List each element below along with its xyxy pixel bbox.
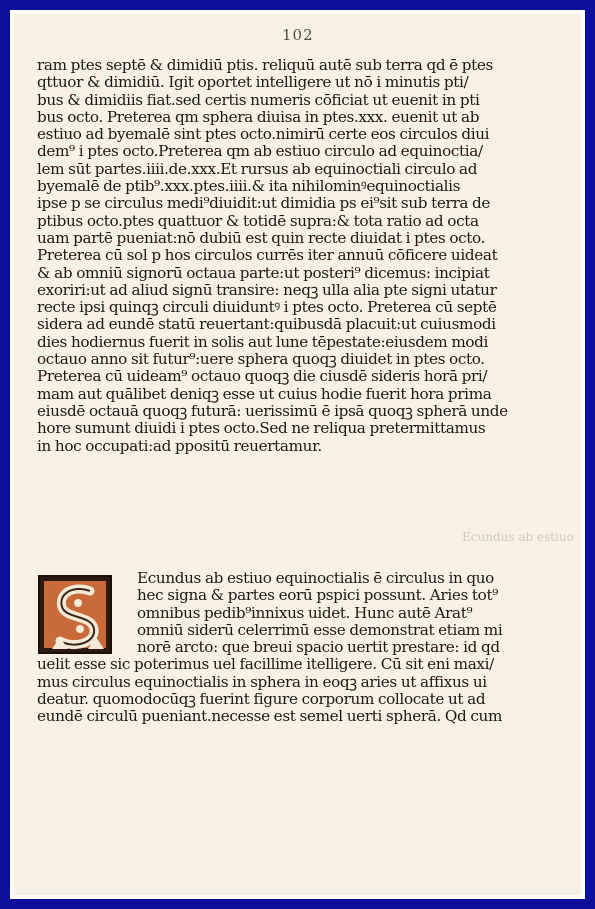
text-line: deatur. quomodocūqꝫ fuerint figure corporum collocate ut ad [37, 691, 486, 709]
text-block-main [37, 57, 537, 455]
text-line: estiuo ad byemalē sint ptes octo.nimirū certe eos circulos diui [37, 126, 490, 144]
text-line: lem sūt partes.iiii.de.xxx.Et rursus ab equinoctiali circulo ad [37, 160, 478, 178]
text-line: Ecundus ab estiuo equinoctialis ē circulus in quo [137, 570, 494, 587]
text-line: omnibus pedib⁹innixus uidet. Hunc autē Arat⁹ [137, 604, 473, 622]
text-line: ipse p se circulus medi⁹diuidit:ut dimidia ps ei⁹sit sub terra de [37, 195, 491, 213]
text-line: recte ipsi quinqꝫ circuli diuiduntꝰ i ptes octo. Preterea cū septē [37, 299, 497, 317]
text-line: & ab omniū signorū octaua parte:ut posteri⁹ dicemus: incipiat [37, 264, 490, 282]
text-line: bus & dimidiis fiat.sed certis numeris cōficiat ut euenit in pti [37, 91, 480, 109]
text-line: Preterea cū uideam⁹ octauo quoqꝫ die ciusdē sideris horā pri/ [37, 368, 488, 386]
text-line: byemalē de ptib⁹.xxx.ptes.iiii.& ita nihilominꝰequinoctialis [37, 178, 461, 196]
page-border [10, 10, 585, 899]
text-line: hore sumunt diuidi i ptes octo.Sed ne reliqua pretermittamus [37, 420, 486, 438]
text-line: eundē circulū pueniant.necesse est semel uerti spherā. Qd cum [37, 708, 503, 726]
folio-number: 102 [282, 26, 314, 44]
text-line: dem⁹ i ptes octo.Preterea qm ab estiuo circulo ad equinoctia/ [37, 143, 483, 161]
text-line: bus octo. Preterea qm sphera diuisa in ptes.xxx. euenit ut ab [37, 108, 480, 126]
text-line: omniū siderū celerrimū esse demonstrat etiam mi [137, 621, 503, 639]
text-line: hec signa & partes eorū pspici possunt. Aries tot⁹ [137, 587, 498, 605]
text-line: uelit esse sic poterimus uel facillime itelligere. Cū sit eni maxi/ [37, 656, 494, 674]
text-line: octauo anno sit futur⁹:uere sphera quoqꝫ diuidet in ptes octo. [37, 351, 485, 369]
text-line: ptibus octo.ptes quattuor & totidē supra:& tota ratio ad octa [37, 212, 479, 230]
text-line: sidera ad eundē statū reuertant:quibusdā placuit:ut cuiusmodi [37, 316, 496, 334]
text-line: norē arcto: que breui spacio uertit prestare: id qd [137, 639, 500, 657]
book-page [14, 14, 581, 895]
text-line: ram ptes septē & dimidiū ptis. reliquū autē sub terra qd ē ptes [37, 57, 494, 74]
text-line: mam aut quālibet deniqꝫ esse ut cuius hodie fuerit hora prima [37, 385, 492, 403]
text-line: eiusdē octauā quoqꝫ futurā: uerissimū ē ipsā quoqꝫ spherā unde [37, 402, 508, 420]
text-line: in hoc occupati:ad ppositū reuertamur. [37, 437, 322, 455]
offset-ghost-text: Ecundus ab estiuo [462, 530, 574, 544]
text-line: mus circulus equinoctialis in sphera in eoqꝫ aries ut affixus ui [37, 673, 487, 691]
text-line: dies hodiernus fuerit in solis aut lune tēpestate:eiusdem modi [37, 333, 489, 351]
text-block-second [37, 570, 537, 726]
text-line: exoriri:ut ad aliud signū transire: neqꝫ ulla alia pte signi utatur [37, 281, 497, 299]
text-line: Preterea cū sol p hos circulos currēs iter annuū cōficere uideat [37, 247, 498, 265]
text-line: uam partē pueniat:nō dubiū est quin recte diuidat i ptes octo. [37, 229, 486, 247]
text-line: qttuor & dimidiū. Igit oportet intelligere ut nō i minutis pti/ [37, 74, 469, 92]
